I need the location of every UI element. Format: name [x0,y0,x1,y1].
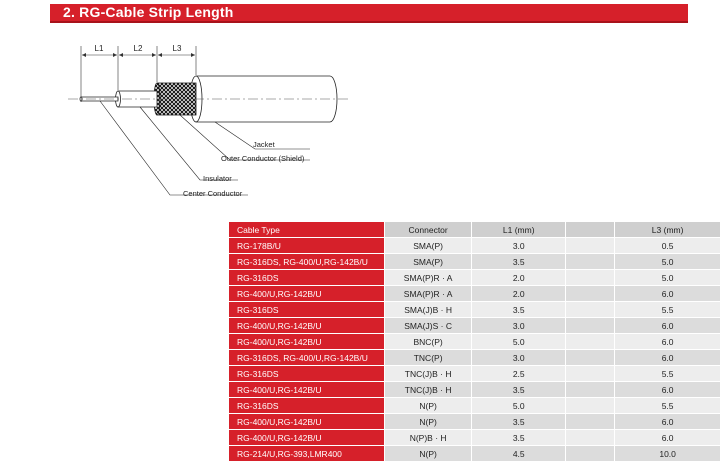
cell-l1: 3.5 [472,414,566,430]
cell-l3: 5.5 [615,302,720,318]
cell-l2 [566,270,615,286]
cell-l3: 6.0 [615,318,720,334]
cell-connector: N(P) [385,398,472,414]
cell-cable-type: RG-400/U,RG-142B/U [229,334,385,350]
callout-insulator: Insulator [203,174,232,183]
cell-connector: N(P)B · H [385,430,472,446]
cell-l2 [566,302,615,318]
section-title: 2. RG-Cable Strip Length [63,4,234,20]
table-row [229,430,720,446]
cell-cable-type: RG-214/U,RG-393,LMR400 [229,446,385,462]
cell-cable-type: RG-316DS [229,398,385,414]
cell-connector: TNC(P) [385,350,472,366]
cell-l1: 4.5 [472,446,566,462]
cell-l1: 3.5 [472,302,566,318]
header-connector: Connector [385,222,472,238]
section-header [50,4,688,23]
table-header-row [229,222,720,238]
table-row [229,446,720,462]
cell-l2 [566,446,615,462]
header-l1: L1 (mm) [472,222,566,238]
table-row [229,350,720,366]
table-row [229,238,720,254]
cell-cable-type: RG-400/U,RG-142B/U [229,286,385,302]
cell-l1: 3.5 [472,254,566,270]
cell-l3: 10.0 [615,446,720,462]
cell-l1: 3.0 [472,318,566,334]
table-row [229,254,720,270]
callout-center-conductor: Center Conductor [183,189,243,198]
cell-l3: 5.5 [615,366,720,382]
cell-l1: 3.0 [472,238,566,254]
cell-l2 [566,430,615,446]
cell-cable-type: RG-400/U,RG-142B/U [229,382,385,398]
cell-l3: 5.5 [615,398,720,414]
cell-cable-type: RG-316DS, RG-400/U,RG-142B/U [229,254,385,270]
cell-cable-type: RG-316DS [229,366,385,382]
cell-l3: 6.0 [615,382,720,398]
cell-l2 [566,254,615,270]
callout-jacket: Jacket [253,140,275,149]
cell-cable-type: RG-316DS [229,270,385,286]
cell-connector: TNC(J)B · H [385,366,472,382]
dimension-label-l3: L3 [172,44,182,53]
cell-l1: 3.0 [472,350,566,366]
cell-l3: 0.5 [615,238,720,254]
dimension-label-l2: L2 [133,44,143,53]
cell-l1: 5.0 [472,398,566,414]
cell-l2 [566,334,615,350]
cell-l2 [566,382,615,398]
table-row [229,398,720,414]
cable-strip-diagram [0,30,720,210]
cell-l1: 3.5 [472,430,566,446]
cell-l3: 6.0 [615,286,720,302]
cell-connector: SMA(J)S · C [385,318,472,334]
cell-l3: 6.0 [615,334,720,350]
cell-connector: SMA(P)R · A [385,270,472,286]
cell-connector: N(P) [385,446,472,462]
cell-connector: SMA(P)R · A [385,286,472,302]
table-row [229,366,720,382]
cell-l2 [566,414,615,430]
callout-outer-conductor: Outer Conductor (Shield) [221,154,305,163]
table-row [229,334,720,350]
cell-cable-type: RG-316DS, RG-400/U,RG-142B/U [229,350,385,366]
cell-l2 [566,398,615,414]
dimension-label-l1: L1 [94,44,104,53]
cell-l2 [566,318,615,334]
table-body [229,238,720,462]
table-row [229,318,720,334]
cell-l3: 6.0 [615,350,720,366]
table-row [229,286,720,302]
table-row [229,414,720,430]
table-row [229,382,720,398]
cell-l3: 6.0 [615,414,720,430]
cell-l1: 2.0 [472,286,566,302]
strip-length-table [229,222,720,462]
header-l3: L3 (mm) [615,222,720,238]
header-cable-type: Cable Type [229,222,385,238]
cell-l2 [566,286,615,302]
cell-connector: SMA(P) [385,254,472,270]
cell-l1: 5.0 [472,334,566,350]
cell-connector: N(P) [385,414,472,430]
cell-cable-type: RG-178B/U [229,238,385,254]
cell-cable-type: RG-316DS [229,302,385,318]
cell-l2 [566,366,615,382]
cell-l3: 6.0 [615,430,720,446]
table-row [229,302,720,318]
cell-l1: 2.5 [472,366,566,382]
cell-l1: 2.0 [472,270,566,286]
cell-connector: SMA(J)B · H [385,302,472,318]
cell-cable-type: RG-400/U,RG-142B/U [229,414,385,430]
table-row [229,270,720,286]
cell-l2 [566,238,615,254]
cell-connector: TNC(J)B · H [385,382,472,398]
cell-cable-type: RG-400/U,RG-142B/U [229,318,385,334]
cell-cable-type: RG-400/U,RG-142B/U [229,430,385,446]
cell-l3: 5.0 [615,254,720,270]
cell-connector: SMA(P) [385,238,472,254]
cell-l3: 5.0 [615,270,720,286]
cell-connector: BNC(P) [385,334,472,350]
cell-l1: 3.5 [472,382,566,398]
header-l2 [566,222,615,238]
cell-l2 [566,350,615,366]
